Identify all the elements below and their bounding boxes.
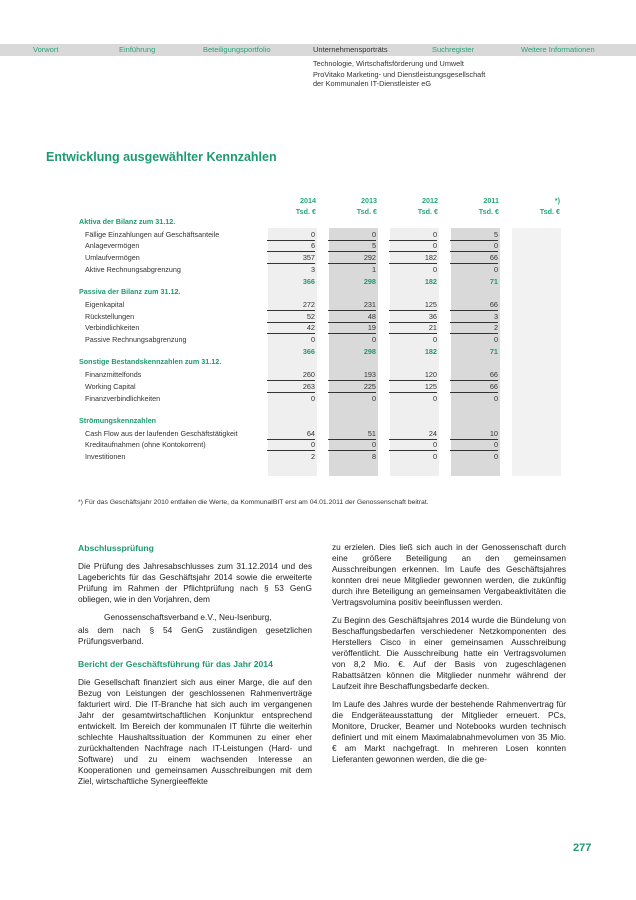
table-cell: 64 (267, 428, 315, 440)
table-cell: 0 (450, 240, 498, 252)
table-cell: 66 (450, 299, 498, 311)
table-cell: 51 (328, 428, 376, 440)
table-cell: 292 (328, 252, 376, 264)
table-total-cell: 71 (489, 276, 498, 286)
top-navigation (0, 44, 636, 56)
table-row-label: Aktive Rechnungsabgrenzung (85, 264, 181, 274)
table-cell: 24 (389, 428, 437, 440)
table-row-label: Working Capital (85, 381, 136, 391)
table-total-cell: 366 (302, 346, 315, 356)
column-header-year: *) (554, 196, 560, 205)
table-cell: 0 (493, 393, 498, 403)
paragraph: Die Gesellschaft finanziert sich aus einer Marge, die auf den Bezug von Leistungen der geschlossenen Rahmenverträge fakturiert wird. Die IT-Branche hat sich auch im vergangenen Jahr der gesamtwirtschaftlichen Konjunktur entsprechend entwickelt. Im Bereich der kommunalen IT führte die weiterhin schlechte Haushaltssituation der Kommunen zu einer eher zurückhaltenden Nachfrage nach IT-Leistungen (Hard- und Software) und zu einem wachsenden Interesse an Kooperationen und gemeinsamen Ausschreibungen mit dem Ziel, wirtschaftliche Synergieeffekte (78, 677, 312, 786)
table-cell: 0 (328, 439, 376, 451)
table-cell: 120 (389, 369, 437, 381)
paragraph: Die Prüfung des Jahresabschlusses zum 31.12.2014 und des Lageberichts für das Geschäftsjahr 2014 sowie die erweiterte Prüfung im Rahmen der Pflichtprüfung nach § 53 GenG obliegen, wie in den Vorjahren, dem (78, 561, 312, 604)
table-total-cell: 71 (489, 346, 498, 356)
left-text-column (78, 543, 312, 794)
table-cell: 1 (371, 264, 376, 274)
table-cell: 10 (450, 428, 498, 440)
column-header-year: 2014 (300, 196, 316, 205)
table-row-label: Kreditaufnahmen (ohne Kontokorrent) (85, 440, 206, 450)
table-cell: 125 (389, 299, 437, 311)
table-row-label: Passive Rechnungsabgrenzung (85, 335, 187, 344)
table-row-label: Anlagevermögen (85, 241, 140, 251)
table-cell: 36 (389, 311, 437, 323)
table-group-title: Passiva der Bilanz zum 31.12. (79, 287, 181, 297)
nav-item-weitere-informationen[interactable]: Weitere Informationen (521, 45, 595, 54)
nav-item-einfuehrung[interactable]: Einführung (119, 45, 156, 54)
page-subheader (313, 59, 485, 88)
table-cell: 0 (432, 335, 437, 344)
table-row-label: Cash Flow aus der laufenden Geschäftstätigkeit (85, 428, 238, 438)
table-cell: 2 (450, 322, 498, 334)
table-cell: 125 (389, 381, 437, 393)
heading-abschlusspruefung: Abschlussprüfung (78, 543, 154, 553)
table-cell: 0 (450, 439, 498, 451)
nav-item-suchregister[interactable]: Suchregister (432, 45, 475, 54)
table-cell: 0 (310, 393, 315, 403)
table-cell: 52 (267, 311, 315, 323)
table-row-label: Finanzverbindlichkeiten (85, 393, 161, 403)
table-cell: 0 (432, 393, 437, 403)
table-total-cell: 182 (424, 346, 437, 356)
table-cell: 231 (328, 299, 376, 311)
paragraph-auditor: Genossenschaftsverband e.V., Neu-Isenburg, (104, 612, 272, 622)
table-cell: 3 (450, 311, 498, 323)
table-cell: 263 (267, 381, 315, 393)
column-header-unit: Tsd. € (295, 207, 316, 216)
category-label: Technologie, Wirtschaftsförderung und Umwelt (313, 59, 464, 68)
table-group-title: Strömungskennzahlen (79, 415, 157, 425)
table-cell: 260 (267, 369, 315, 381)
column-background (512, 228, 561, 476)
column-header-unit: Tsd. € (417, 207, 438, 216)
table-row-label: Umlaufvermögen (85, 253, 140, 263)
paragraph: Zu Beginn des Geschäftsjahres 2014 wurde die Bündelung von Beschaffungsbedarfen verschiedener Netzkomponenten des Herstellers Cisco in einer gemeinsamen Ausschreibung veröffentlicht. Die Ausschreibung hatte ein Vertragsvolumen von 8,2 Mio. €. Auf der Basis von zugeschlagenen Rabattsätzen können die Mitglieder nunmehr während der Laufzeit ihre Beschaffungsbedarfe decken. (332, 615, 566, 691)
table-cell: 42 (267, 322, 315, 334)
table-footnote: *) Für das Geschäftsjahr 2010 entfallen die Werte, da KommunalBIT erst am 04.01.2011 der Genossenschaft beitrat. (78, 499, 429, 506)
section-title: Entwicklung ausgewählter Kennzahlen (46, 150, 277, 164)
paragraph: zu erzielen. Dies ließ sich auch in der Genossenschaft durch eine größere Beteiligung an den gemeinsamen Ausschreibungen erkennen. Im Laufe des Geschäftsjahres konnten drei neue Mitglieder gewonnen werden, die zukünftig durch ihre Beteiligung an gemeinsamen Vergabeaktivitäten die Vertragsvolumina positiv beeinflussen werden. (332, 542, 566, 607)
table-cell: 272 (267, 299, 315, 311)
column-header-year: 2012 (422, 196, 438, 205)
nav-item-vorwort[interactable]: Vorwort (33, 45, 59, 54)
company-name-line1: ProVitako Marketing- und Dienstleistungsgesellschaft (313, 70, 486, 79)
table-cell: 182 (389, 252, 437, 264)
nav-item-unternehmensportraets[interactable]: Unternehmensporträts (313, 45, 388, 54)
table-total-cell: 298 (363, 276, 376, 286)
table-total-cell: 182 (424, 276, 437, 286)
table-cell: 5 (450, 229, 498, 241)
table-cell: 21 (389, 322, 437, 334)
table-cell: 193 (328, 369, 376, 381)
table-cell: 6 (267, 240, 315, 252)
table-cell: 0 (310, 335, 315, 344)
table-total-cell: 366 (302, 276, 315, 286)
table-cell: 0 (389, 439, 437, 451)
table-cell: 0 (493, 335, 498, 344)
table-row-label: Investitionen (85, 452, 126, 461)
table-total-cell: 298 (363, 346, 376, 356)
paragraph: als dem nach § 54 GenG zuständigen gesetzlichen Prüfungsverband. (78, 625, 312, 646)
table-cell: 8 (371, 452, 376, 461)
nav-item-beteiligungsportfolio[interactable]: Beteiligungsportfolio (203, 45, 271, 54)
right-text-column (332, 542, 566, 772)
company-name-line2: der Kommunalen IT-Dienstleister eG (313, 79, 432, 88)
table-cell: 357 (267, 252, 315, 264)
heading-bericht: Bericht der Geschäftsführung für das Jahr 2014 (78, 659, 273, 669)
table-group-title: Aktiva der Bilanz zum 31.12. (79, 217, 176, 226)
table-cell: 0 (389, 240, 437, 252)
table-row-label: Finanzmittelfonds (85, 370, 142, 380)
table-cell: 0 (493, 452, 498, 461)
table-cell: 5 (328, 240, 376, 252)
table-row-label: Verbindlichkeiten (85, 323, 140, 333)
table-cell: 66 (450, 369, 498, 381)
table-cell: 2 (310, 452, 315, 461)
column-header-year: 2013 (361, 196, 377, 205)
column-header-unit: Tsd. € (539, 207, 560, 216)
column-header-unit: Tsd. € (478, 207, 499, 216)
table-cell: 0 (432, 452, 437, 461)
table-cell: 66 (450, 381, 498, 393)
table-row-label: Eigenkapital (85, 299, 125, 309)
table-row-label: Rückstellungen (85, 311, 135, 321)
table-cell: 66 (450, 252, 498, 264)
table-group-title: Sonstige Bestandskennzahlen zum 31.12. (79, 357, 222, 367)
table-cell: 19 (328, 322, 376, 334)
table-cell: 0 (432, 264, 437, 274)
table-cell: 48 (328, 311, 376, 323)
table-cell: 3 (310, 264, 315, 274)
paragraph: Im Laufe des Jahres wurde der bestehende Rahmenvertrag für die Endgeräteausstattung der Mitglieder erneuert. PCs, Monitore, Drucker, Beamer und Notebooks wurden technisch definiert und mit einem Maximalabnahmevolumen von 35 Mio. € am Markt nachgefragt. In mehreren Losen konnten Lieferanten gewonnen werden, die die ge- (332, 699, 566, 764)
table-cell: 0 (389, 229, 437, 241)
table-cell: 0 (371, 393, 376, 403)
page-number: 277 (573, 842, 592, 854)
table-cell: 0 (371, 335, 376, 344)
table-cell: 0 (493, 264, 498, 274)
table-cell: 0 (267, 229, 315, 241)
column-header-unit: Tsd. € (356, 207, 377, 216)
table-cell: 0 (328, 229, 376, 241)
table-cell: 0 (267, 439, 315, 451)
column-header-year: 2011 (483, 196, 499, 205)
table-row-label: Fällige Einzahlungen auf Geschäftsanteile (85, 229, 220, 239)
table-cell: 225 (328, 381, 376, 393)
